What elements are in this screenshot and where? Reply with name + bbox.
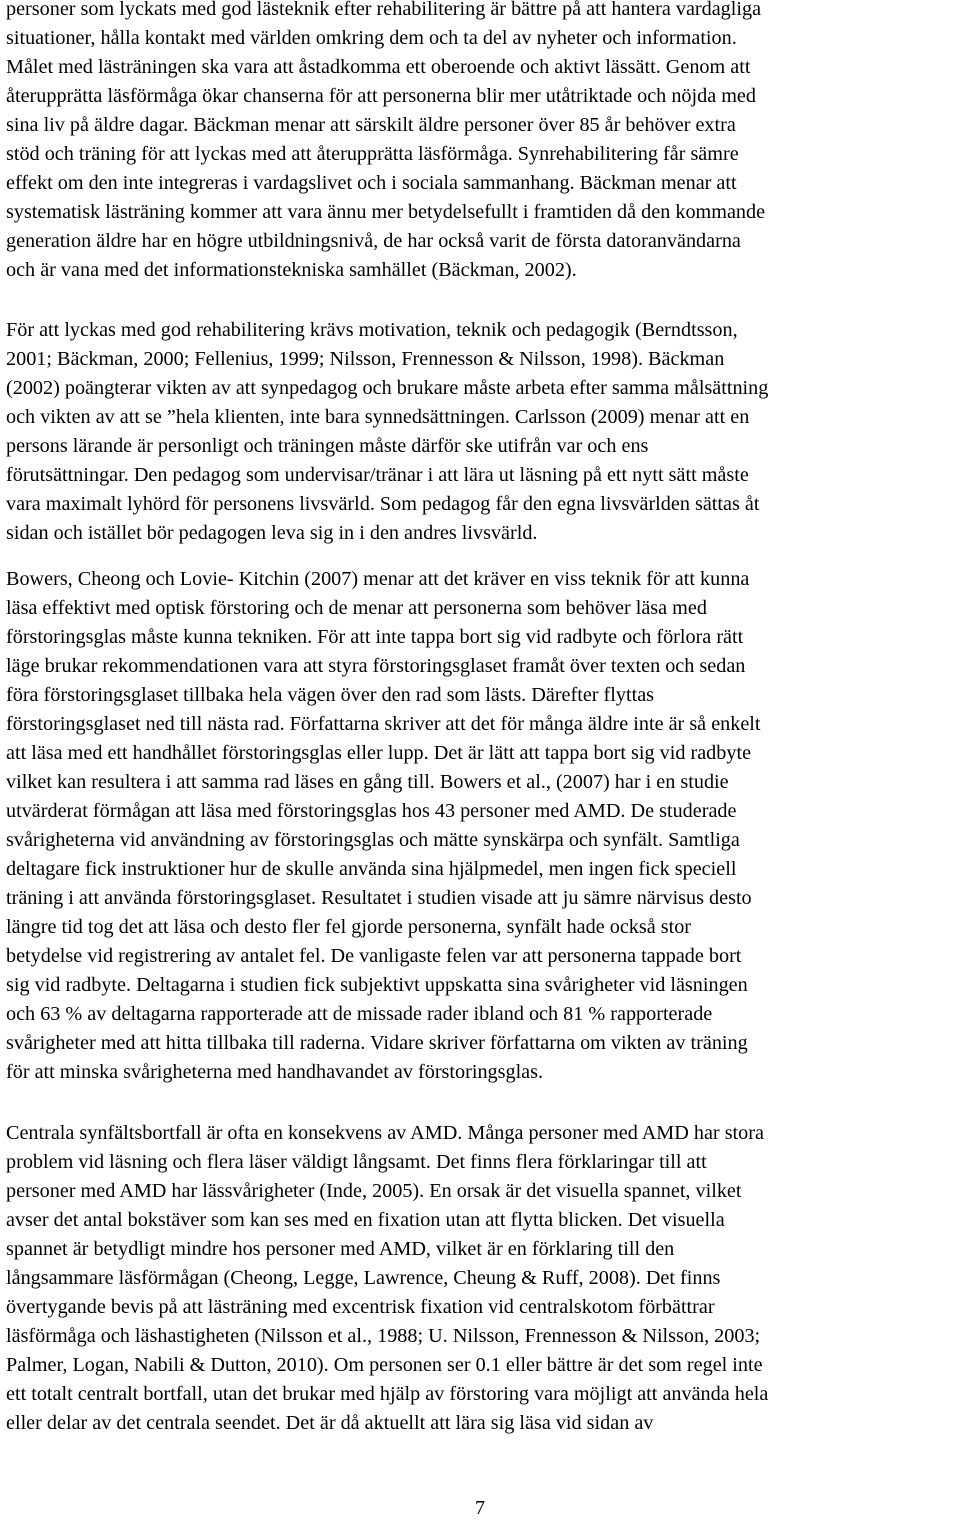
text-line: vara maximalt lyhörd för personens livsvärld. Som pedagog får den egna livsvärlden sättas åt bbox=[6, 493, 760, 515]
text-line: förstoringsglas måste kunna tekniken. För att inte tappa bort sig vid radbyte och förlora rätt bbox=[6, 626, 744, 648]
text-line: läsförmåga och läshastigheten (Nilsson et al., 1988; U. Nilsson, Frennesson & Nilsson, 2003; bbox=[6, 1325, 761, 1347]
text-line: och vikten av att se ”hela klienten, inte bara synnedsättningen. Carlsson (2009) menar att en bbox=[6, 406, 750, 428]
text-line: ett totalt centralt bortfall, utan det brukar med hjälp av förstoring vara möjligt att använda hela bbox=[6, 1383, 769, 1405]
paragraph-2 bbox=[6, 316, 768, 548]
text-line: läsa effektivt med optisk förstoring och de menar att personerna som behöver läsa med bbox=[6, 597, 707, 619]
text-line: (2002) poängterar vikten av att synpedagog och brukare måste arbeta efter samma målsättning bbox=[6, 377, 769, 399]
paragraph-4 bbox=[6, 1119, 768, 1438]
text-line: betydelse vid registrering av antalet fel. De vanligaste felen var att personerna tappade bort bbox=[6, 945, 742, 967]
text-line: 2001; Bäckman, 2000; Fellenius, 1999; Nilsson, Frennesson & Nilsson, 1998). Bäckman bbox=[6, 348, 725, 370]
paragraph-1 bbox=[6, 0, 765, 285]
text-line: effekt om den inte integreras i vardagslivet och i sociala sammanhang. Bäckman menar att bbox=[6, 172, 737, 194]
text-line: längre tid tog det att läsa och desto fler fel gjorde personerna, synfält hade också stor bbox=[6, 916, 692, 938]
text-line: personer som lyckats med god lästeknik efter rehabilitering är bättre på att hantera vardagliga bbox=[6, 0, 762, 20]
text-line: Centrala synfältsbortfall är ofta en konsekvens av AMD. Många personer med AMD har stora bbox=[6, 1122, 764, 1144]
text-line: att läsa med ett handhållet förstoringsglas eller lupp. Det är lätt att tappa bort sig vid radbyte bbox=[6, 742, 752, 764]
text-line: Palmer, Logan, Nabili & Dutton, 2010). Om personen ser 0.1 eller bättre är det som regel inte bbox=[6, 1354, 763, 1376]
text-line: Målet med lästräningen ska vara att åstadkomma ett oberoende och aktivt lässätt. Genom att bbox=[6, 56, 751, 78]
text-line: sina liv på äldre dagar. Bäckman menar att särskilt äldre personer över 85 år behöver extra bbox=[6, 114, 736, 136]
text-line: och är vana med det informationstekniska samhället (Bäckman, 2002). bbox=[6, 259, 577, 281]
page-number: 7 bbox=[475, 1497, 485, 1519]
text-line: personer med AMD har lässvårigheter (Inde, 2005). En orsak är det visuella spannet, vilket bbox=[6, 1180, 742, 1202]
paragraph-3 bbox=[6, 565, 761, 1087]
text-line: förutsättningar. Den pedagog som undervisar/tränar i att lära ut läsning på ett nytt sätt måste bbox=[6, 464, 749, 486]
text-line: deltagare fick instruktioner hur de skulle använda sina hjälpmedel, men ingen fick speciell bbox=[6, 858, 737, 880]
text-line: spannet är betydligt mindre hos personer med AMD, vilket är en förklaring till den bbox=[6, 1238, 675, 1260]
text-line: stöd och träning för att lyckas med att återupprätta läsförmåga. Synrehabilitering får sämre bbox=[6, 143, 739, 165]
text-line: utvärderat förmågan att läsa med förstoringsglas hos 43 personer med AMD. De studerade bbox=[6, 800, 737, 822]
text-line: träning i att använda förstoringsglaset. Resultatet i studien visade att ju sämre närvisus desto bbox=[6, 887, 752, 909]
text-line: vilket kan resultera i att samma rad läses en gång till. Bowers et al., (2007) har i en studie bbox=[6, 771, 729, 793]
text-line: avser det antal bokstäver som kan ses med en fixation utan att flytta blicken. Det visuella bbox=[6, 1209, 725, 1231]
text-line: eller delar av det centrala seendet. Det är då aktuellt att lära sig läsa vid sidan av bbox=[6, 1412, 654, 1434]
text-line: systematisk lästräning kommer att vara ännu mer betydelsefullt i framtiden då den kommande bbox=[6, 201, 766, 223]
text-line: föra förstoringsglaset tillbaka hela vägen över den rad som lästs. Därefter flyttas bbox=[6, 684, 655, 706]
text-line: svårigheterna vid användning av förstoringsglas och mätte synskärpa och synfält. Samtliga bbox=[6, 829, 740, 851]
text-line: läge brukar rekommendationen vara att styra förstoringsglaset framåt över texten och sedan bbox=[6, 655, 746, 677]
text-line: persons lärande är personligt och träningen måste därför ske utifrån var och ens bbox=[6, 435, 649, 457]
text-line: förstoringsglaset ned till nästa rad. Författarna skriver att det för många äldre inte är så enkelt bbox=[6, 713, 761, 735]
text-line: sidan och istället bör pedagogen leva sig in i den andres livsvärld. bbox=[6, 522, 538, 544]
text-line: generation äldre har en högre utbildningsnivå, de har också varit de första datoranvändarna bbox=[6, 230, 741, 252]
text-line: långsammare läsförmågan (Cheong, Legge, Lawrence, Cheung & Ruff, 2008). Det finns bbox=[6, 1267, 721, 1289]
text-line: för att minska svårigheterna med handhavandet av förstoringsglas. bbox=[6, 1061, 544, 1083]
text-line: problem vid läsning och flera läser väldigt långsamt. Det finns flera förklaringar till att bbox=[6, 1151, 707, 1173]
text-line: och 63 % av deltagarna rapporterade att de missade rader ibland och 81 % rapporterade bbox=[6, 1003, 713, 1025]
text-line: sig vid radbyte. Deltagarna i studien fick subjektivt uppskatta sina svårigheter vid läsningen bbox=[6, 974, 748, 996]
text-line: svårigheter med att hitta tillbaka till raderna. Vidare skriver författarna om vikten av träning bbox=[6, 1032, 748, 1054]
text-line: övertygande bevis på att lästräning med excentrisk fixation vid centralskotom förbättrar bbox=[6, 1296, 715, 1318]
text-line: situationer, hålla kontakt med världen omkring dem och ta del av nyheter och information. bbox=[6, 27, 737, 49]
text-line: Bowers, Cheong och Lovie- Kitchin (2007) menar att det kräver en viss teknik för att kunna bbox=[6, 568, 750, 590]
text-line: återupprätta läsförmåga ökar chanserna för att personerna blir mer utåtriktade och nöjda med bbox=[6, 85, 756, 107]
text-line: För att lyckas med god rehabilitering krävs motivation, teknik och pedagogik (Berndtsson, bbox=[6, 319, 738, 341]
